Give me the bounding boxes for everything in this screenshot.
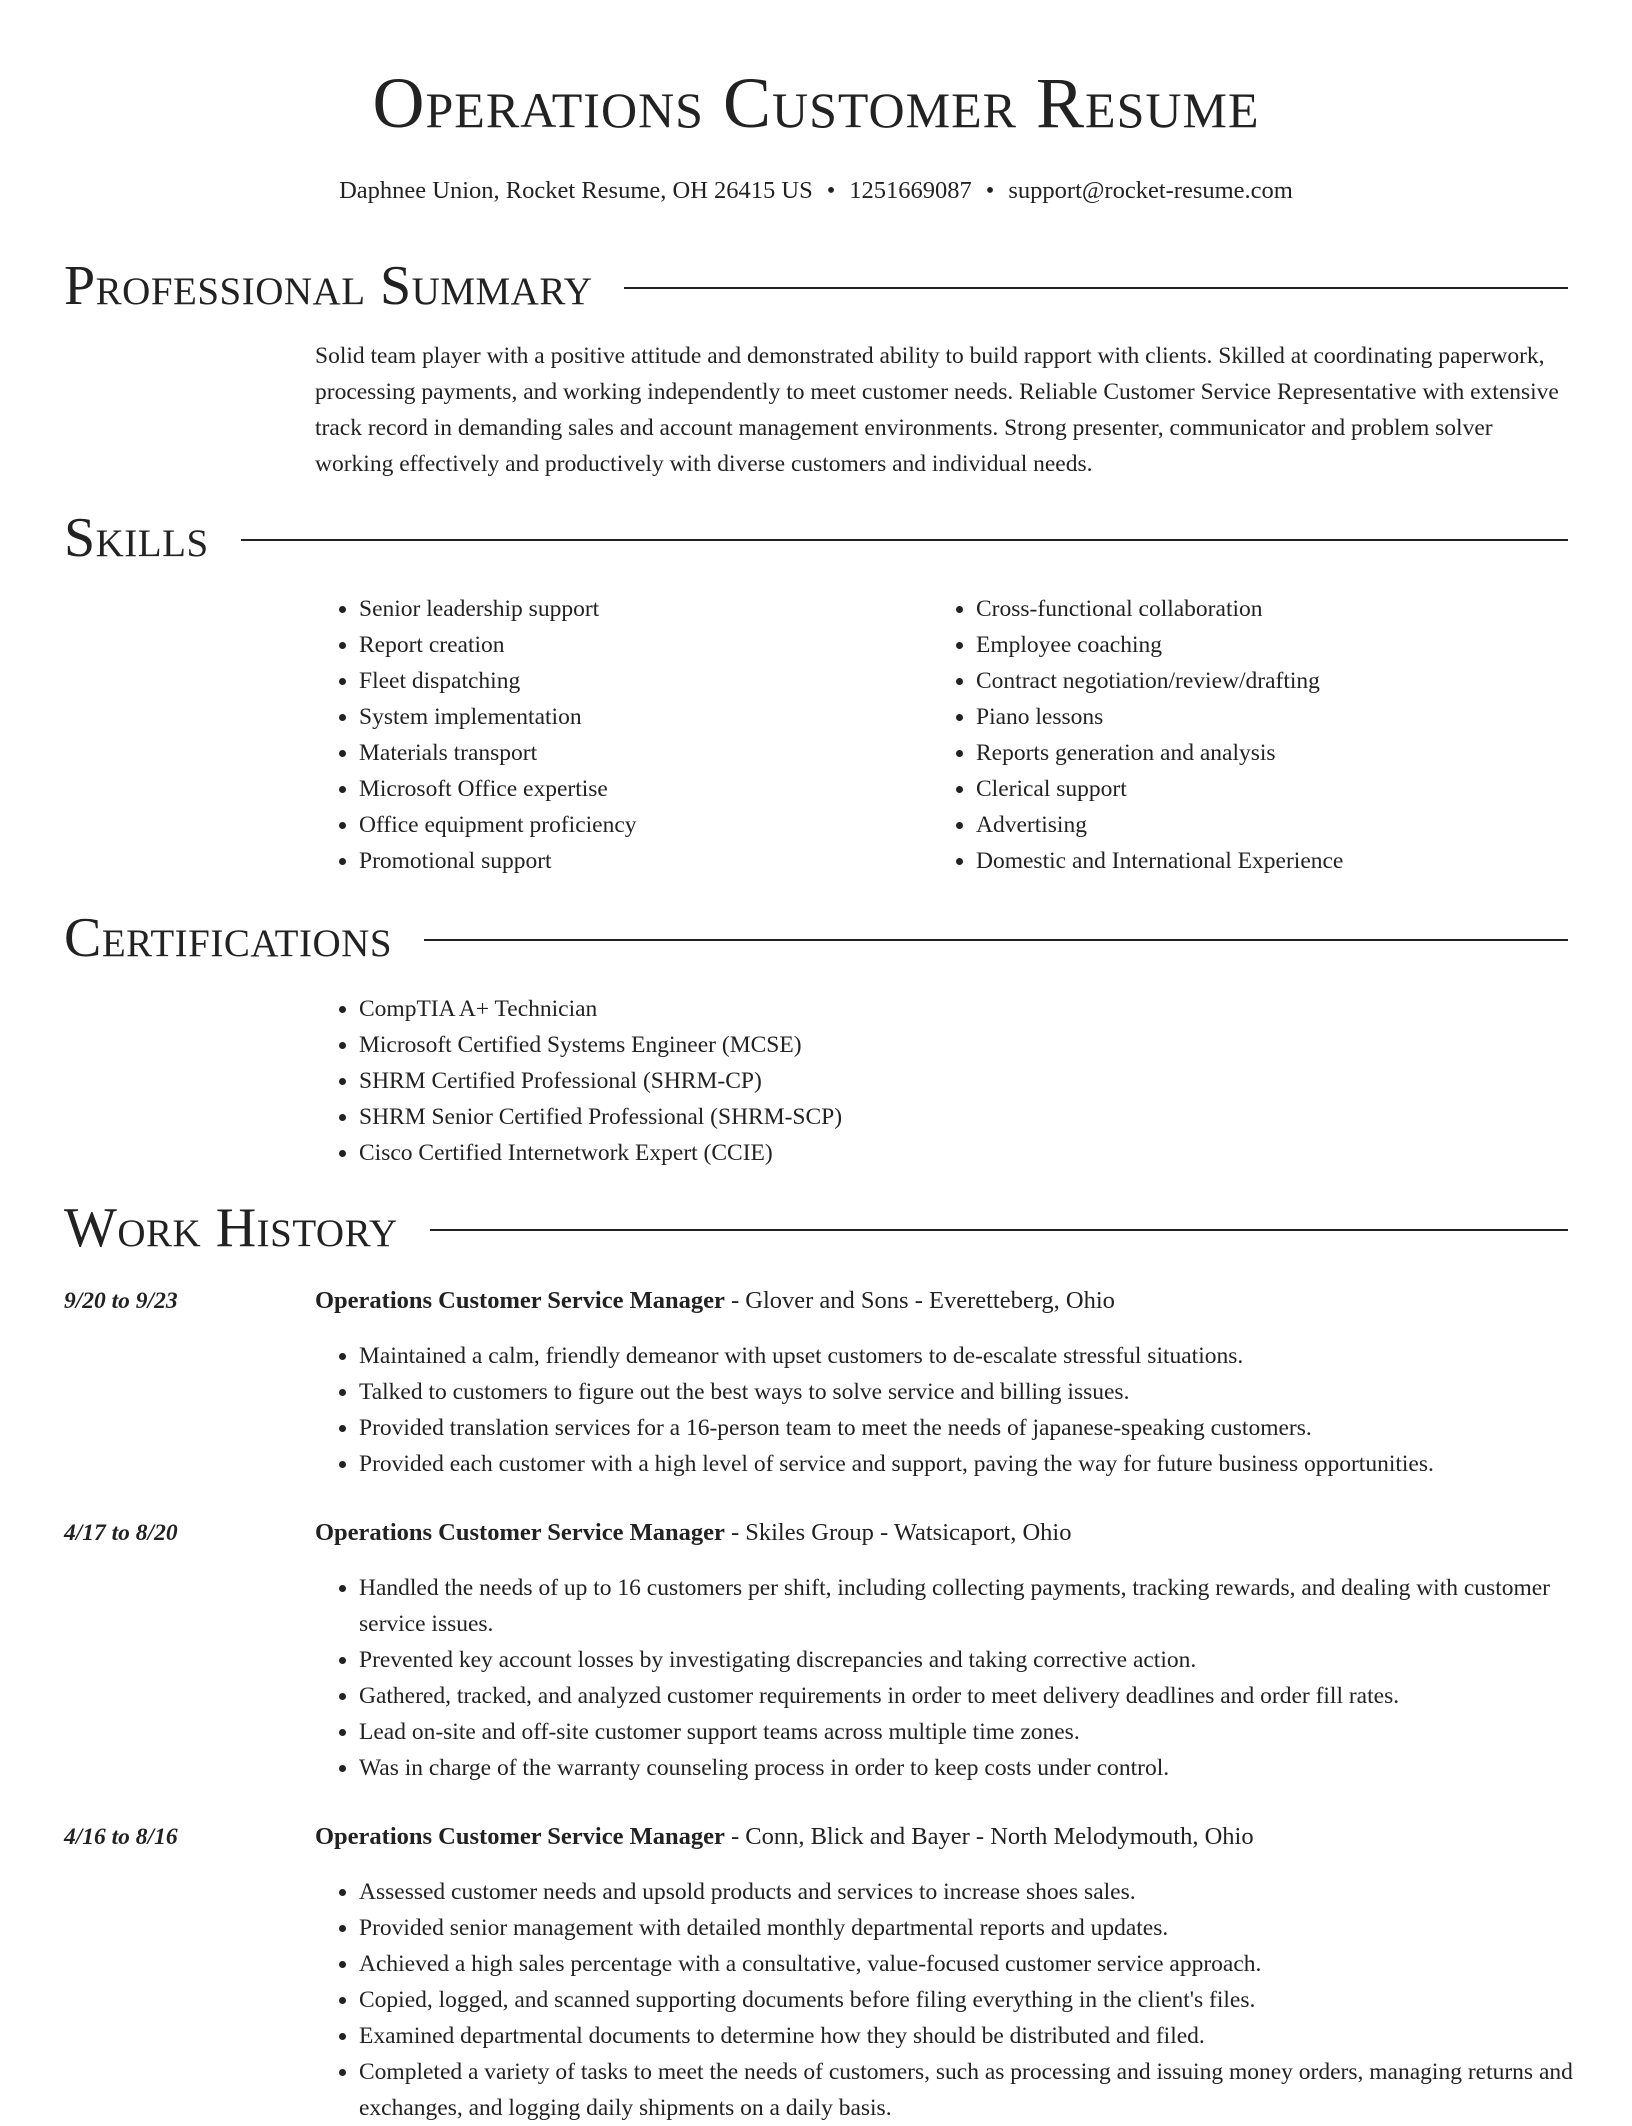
contact-email: support@rocket-resume.com bbox=[1008, 177, 1293, 204]
job-heading bbox=[315, 1283, 1115, 1319]
contact-separator: • bbox=[985, 177, 995, 204]
skill-item: • Fleet dispatching bbox=[359, 663, 919, 699]
job-title: Operations Customer Service Manager bbox=[315, 1287, 725, 1314]
job-bullet-item: • Assessed customer needs and upsold products and services to increase shoes sales. bbox=[359, 1874, 1609, 1910]
job-bullet-item: • Provided senior management with detailed monthly departmental reports and updates. bbox=[359, 1910, 1609, 1946]
job-bullet-item: • Talked to customers to figure out the best ways to solve service and billing issues. bbox=[359, 1374, 1609, 1410]
certifications-section-header bbox=[64, 906, 1568, 970]
job-title: Operations Customer Service Manager bbox=[315, 1519, 725, 1546]
skill-item: • Piano lessons bbox=[976, 699, 1596, 735]
job-heading bbox=[315, 1515, 1072, 1551]
certification-item: • Microsoft Certified Systems Engineer (MCSE) bbox=[359, 1027, 1559, 1063]
resume-title: Operations Customer Resume bbox=[372, 63, 1260, 143]
contact-address: Daphnee Union, Rocket Resume, OH 26415 US bbox=[339, 177, 813, 204]
work-history-section-header bbox=[64, 1196, 1568, 1260]
skill-item: • Advertising bbox=[976, 807, 1596, 843]
skill-item: • System implementation bbox=[359, 699, 919, 735]
contact-phone: 1251669087 bbox=[849, 177, 972, 204]
job-dates: 4/16 to 8/16 bbox=[64, 1824, 178, 1850]
skill-item: • Domestic and International Experience bbox=[976, 843, 1596, 879]
job-employer: - Glover and Sons - Everetteberg, Ohio bbox=[724, 1287, 1115, 1314]
section-divider bbox=[241, 539, 1568, 541]
skills-list-right bbox=[932, 591, 1596, 879]
skill-item: • Report creation bbox=[359, 627, 919, 663]
job-bullet-item: • Provided translation services for a 16-person team to meet the needs of japanese-speaking customers. bbox=[359, 1410, 1609, 1446]
skill-item: • Cross-functional collaboration bbox=[976, 591, 1596, 627]
skill-item: • Office equipment proficiency bbox=[359, 807, 919, 843]
skill-item: • Microsoft Office expertise bbox=[359, 771, 919, 807]
job-bullet-item: • Prevented key account losses by investigating discrepancies and taking corrective action. bbox=[359, 1642, 1609, 1678]
skill-item: • Contract negotiation/review/drafting bbox=[976, 663, 1596, 699]
job-bullet-item: • Maintained a calm, friendly demeanor with upset customers to de-escalate stressful situations. bbox=[359, 1338, 1609, 1374]
job-bullet-list bbox=[315, 1338, 1609, 1482]
summary-section-header bbox=[64, 254, 1568, 318]
job-heading bbox=[315, 1819, 1254, 1855]
job-employer: - Skiles Group - Watsicaport, Ohio bbox=[724, 1519, 1072, 1546]
job-dates: 4/17 to 8/20 bbox=[64, 1520, 178, 1546]
work-history-heading: Work History bbox=[64, 1197, 398, 1259]
skills-heading: Skills bbox=[64, 507, 209, 569]
certification-item: • SHRM Certified Professional (SHRM-CP) bbox=[359, 1063, 1559, 1099]
skills-list-left bbox=[315, 591, 919, 879]
section-divider bbox=[624, 287, 1568, 289]
certification-item: • Cisco Certified Internetwork Expert (CCIE) bbox=[359, 1135, 1559, 1171]
section-divider bbox=[430, 1229, 1568, 1231]
job-bullet-item: • Handled the needs of up to 16 customers per shift, including collecting payments, tracking rewards, and dealing with customer service issues. bbox=[359, 1570, 1609, 1642]
job-dates: 9/20 to 9/23 bbox=[64, 1288, 178, 1314]
skill-item: • Promotional support bbox=[359, 843, 919, 879]
job-bullet-item: • Provided each customer with a high level of service and support, paving the way for future business opportunities. bbox=[359, 1446, 1609, 1482]
job-bullet-item: • Was in charge of the warranty counseling process in order to keep costs under control. bbox=[359, 1750, 1609, 1786]
contact-separator: • bbox=[826, 177, 836, 204]
summary-heading: Professional Summary bbox=[64, 255, 593, 317]
skill-item: • Senior leadership support bbox=[359, 591, 919, 627]
job-bullet-list bbox=[315, 1570, 1609, 1786]
skill-item: • Employee coaching bbox=[976, 627, 1596, 663]
job-bullet-item: • Gathered, tracked, and analyzed customer requirements in order to meet delivery deadlines and order fill rates. bbox=[359, 1678, 1609, 1714]
job-bullet-item: • Lead on-site and off-site customer support teams across multiple time zones. bbox=[359, 1714, 1609, 1750]
job-bullet-item: • Copied, logged, and scanned supporting documents before filing everything in the client's files. bbox=[359, 1982, 1609, 2018]
job-bullet-item: • Completed a variety of tasks to meet the needs of customers, such as processing and issuing money orders, managing returns and exchanges, and logging daily shipments on a daily basis. bbox=[359, 2054, 1609, 2126]
skill-item: • Materials transport bbox=[359, 735, 919, 771]
certifications-list bbox=[315, 991, 1559, 1171]
skill-item: • Reports generation and analysis bbox=[976, 735, 1596, 771]
certifications-heading: Certifications bbox=[64, 907, 393, 969]
certification-item: • CompTIA A+ Technician bbox=[359, 991, 1559, 1027]
job-title: Operations Customer Service Manager bbox=[315, 1823, 725, 1850]
skills-section-header bbox=[64, 506, 1568, 570]
job-bullet-item: • Achieved a high sales percentage with a consultative, value-focused customer service approach. bbox=[359, 1946, 1609, 1982]
contact-line bbox=[0, 175, 1632, 207]
section-divider bbox=[424, 939, 1568, 941]
job-bullet-list bbox=[315, 1874, 1609, 2126]
skill-item: • Clerical support bbox=[976, 771, 1596, 807]
certification-item: • SHRM Senior Certified Professional (SHRM-SCP) bbox=[359, 1099, 1559, 1135]
summary-text: Solid team player with a positive attitude and demonstrated ability to build rapport with clients. Skilled at coordinating paperwork, processing payments, and working independently to meet customer needs. Reliable Customer Service Representative with extensive track record in demanding sales and account management environments. Strong presenter, communicator and problem solver working effectively and productively with diverse customers and individual needs. bbox=[315, 343, 1559, 477]
job-bullet-item: • Examined departmental documents to determine how they should be distributed and filed. bbox=[359, 2018, 1609, 2054]
job-employer: - Conn, Blick and Bayer - North Melodymouth, Ohio bbox=[724, 1823, 1254, 1850]
